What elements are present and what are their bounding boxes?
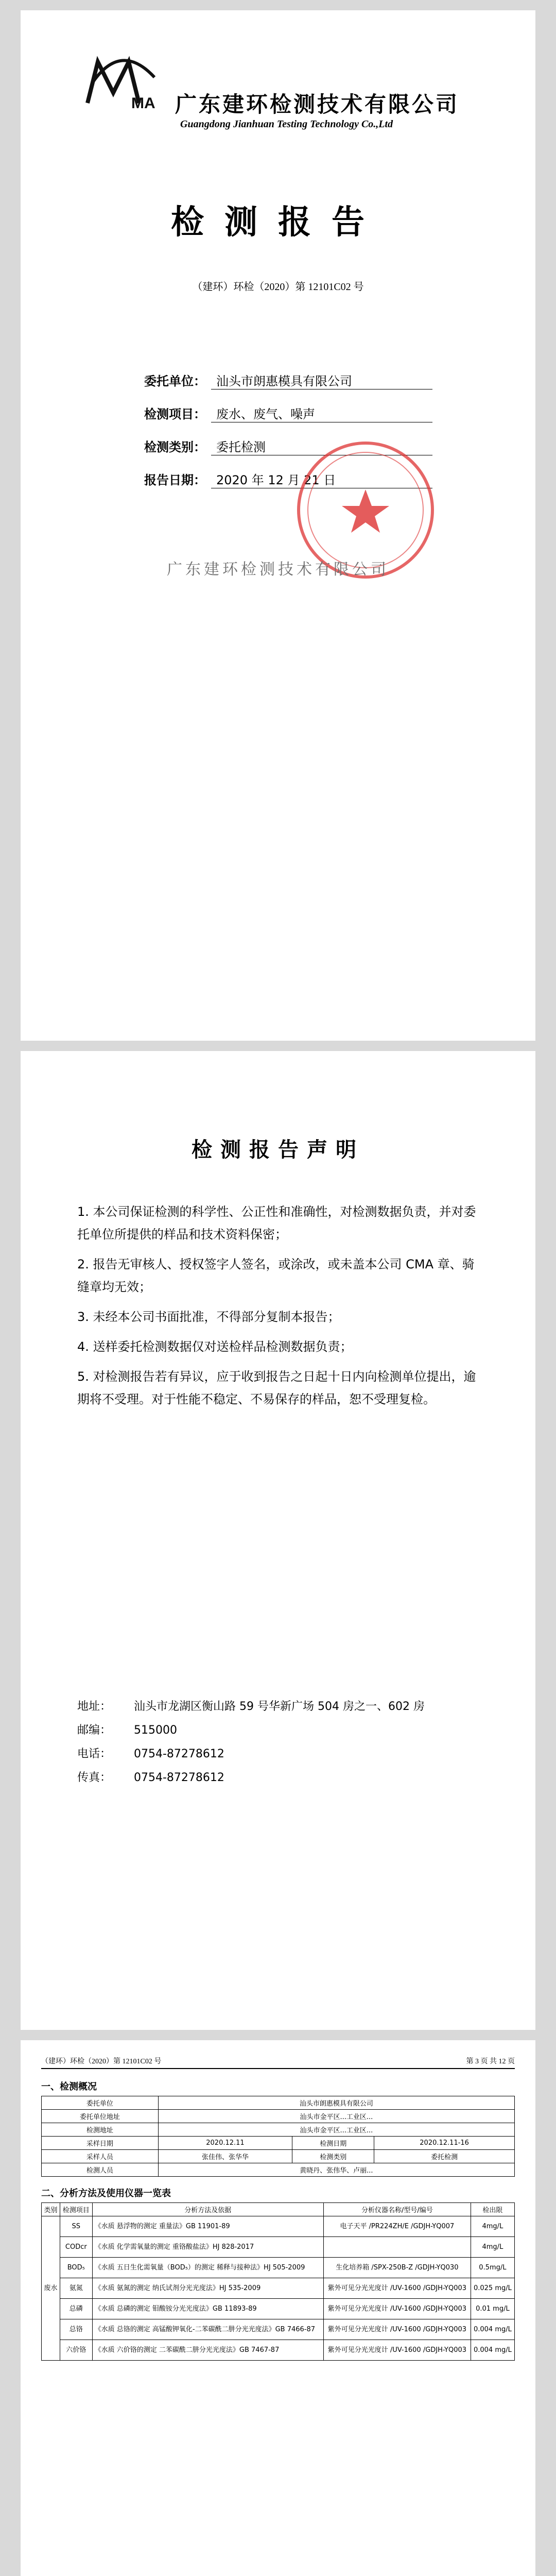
table-row: 委托单位 汕头市朗惠模具有限公司 [42,2096,515,2110]
methods-table [41,2202,515,2361]
field-value: 委托检测 [211,437,432,455]
field-label: 检测类别： [144,440,206,454]
table-row: 氨氮 《水质 氨氮的测定 纳氏试剂分光光度法》HJ 535-2009 紫外可见分光光度计 /UV-1600 /GDJH-YQ003 0.025 mg/L [42,2278,515,2299]
table-row: CODcr 《水质 化学需氧量的测定 重铬酸盐法》HJ 828-2017 4mg/L [42,2237,515,2258]
table-row: 委托单位地址 汕头市金平区...工业区... [42,2110,515,2123]
field-label: 检测项目： [144,407,206,421]
contact-key: 传真： [77,1771,112,1784]
contact-value: 0754-87278612 [134,1771,224,1784]
contact-address [77,1695,479,1719]
page3-content [41,2074,515,2361]
contact-value: 515000 [134,1724,177,1737]
statement-list [77,1200,479,1418]
contact-info [77,1695,479,1790]
company-name-en: Guangdong Jianhuan Testing Technology Co.,Ltd [180,118,393,130]
statement-item: 2. 报告无审核人、授权签字人签名，或涂改，或未盖本公司 CMA 章、骑缝章均无效； [77,1257,475,1294]
contact-postcode [77,1719,479,1742]
contact-value: 汕头市龙湖区衡山路 59 号华新广场 504 房之一、602 房 [134,1700,425,1713]
table-row: 废水 SS 《水质 悬浮物的测定 重量法》GB 11901-89 电子天平 /PR224ZH/E /GDJH-YQ007 4mg/L [42,2216,515,2237]
section-overview-title: 一、检测概况 [41,2081,97,2092]
section-methods-title: 二、分析方法及使用仪器一览表 [41,2188,171,2199]
field-label: 报告日期： [144,473,206,487]
statement-item: 4. 送样委托检测数据仅对送检样品检测数据负责； [77,1340,353,1354]
statement-item: 5. 对检测报告若有异议，应于收到报告之日起十日内向检测单位提出，逾期将不受理。对于性能不稳定、不易保存的样品，恕不受理复检。 [77,1369,476,1406]
cover-page [21,10,535,1041]
contact-key: 邮编： [77,1724,112,1737]
contact-phone [77,1742,479,1766]
table-row: 六价铬 《水质 六价铬的测定 二苯碳酰二肼分光光度法》GB 7467-87 紫外可见分光光度计 /UV-1600 /GDJH-YQ003 0.004 mg/L [42,2340,515,2361]
company-name-cn: 广东建环检测技术有限公司 [175,92,460,117]
table-row: 检测地址 汕头市金平区...工业区... [42,2123,515,2137]
contact-value: 0754-87278612 [134,1748,224,1760]
statement-page [21,1051,535,2030]
table-row: 采样日期 2020.12.11 检测日期 2020.12.11-16 [42,2137,515,2150]
field-items [144,404,432,422]
page-header [41,2056,515,2069]
field-client [144,371,432,389]
table-row: 总铬 《水质 总铬的测定 高锰酸钾氧化-二苯碳酰二肼分光光度法》GB 7466-87 紫外可见分光光度计 /UV-1600 /GDJH-YQ003 0.004 mg/L [42,2319,515,2340]
table-row: 检测人员 黄晓丹、张伟华、卢丽... [42,2163,515,2177]
field-value: 废水、废气、噪声 [211,404,432,422]
overview-table [41,2096,515,2177]
header-report-no: （建环）环检（2020）第 12101C02 号 [41,2058,162,2065]
table-header: 类别 检测项目 分析方法及依据 分析仪器名称/型号/编号 检出限 [42,2203,515,2216]
methods-page-1 [21,2040,535,2576]
statement-item: 3. 未经本公司书面批准，不得部分复制本报告； [77,1310,340,1324]
table-row: 总磷 《水质 总磷的测定 钼酸铵分光光度法》GB 11893-89 紫外可见分光光度计 /UV-1600 /GDJH-YQ003 0.01 mg/L [42,2299,515,2319]
issuer-name: 广东建环检测技术有限公司 [167,561,389,579]
header-page-no: 第 3 页 共 12 页 [466,2058,515,2065]
table-row: BOD₅ 《水质 五日生化需氧量（BOD₅）的测定 稀释与接种法》HJ 505-2009 生化培养箱 /SPX-250B-Z /GDJH-YQ030 0.5mg/L [42,2258,515,2278]
contact-key: 地址： [77,1700,112,1713]
contact-fax [77,1766,479,1790]
report-number: （建环）环检（2020）第 12101C02 号 [192,281,364,293]
company-header [77,52,479,139]
field-label: 委托单位： [144,374,206,388]
table-row: 采样人员 张佳伟、张华华 检测类别 委托检测 [42,2150,515,2163]
cma-logo [77,52,165,113]
field-value: 2020 年 12 月 21 日 [211,470,432,488]
field-value: 汕头市朗惠模具有限公司 [211,371,432,389]
statement-item: 1. 本公司保证检测的科学性、公正性和准确性，对检测数据负责，并对委托单位所提供的样品和技术资料保密； [77,1205,476,1242]
statement-title: 检测报告声明 [192,1138,364,1162]
cma-logo-text: MA [131,95,155,112]
contact-key: 电话： [77,1748,112,1760]
report-title: 检测报告 [171,204,385,242]
